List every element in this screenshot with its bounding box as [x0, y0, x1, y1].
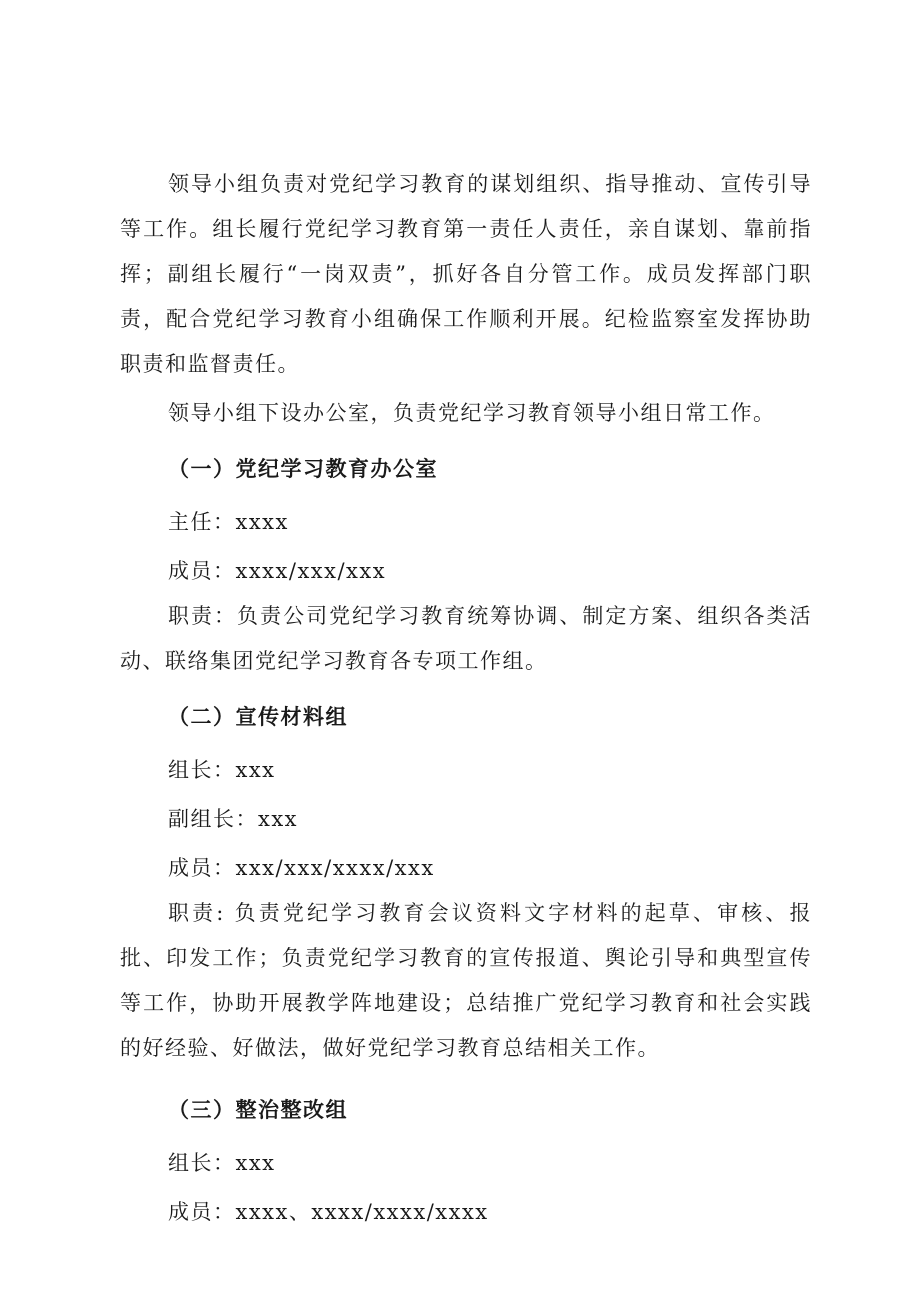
intro-paragraph-1: 领导小组负责对党纪学习教育的谋划组织、指导推动、宣传引导等工作。组长履行党纪学习教育第一责任人责任，亲自谋划、靠前指挥；副组长履行“一岗双责”，抓好各自分管工作。成员发挥部门职责，配合党纪学习教育小组确保工作顺利开展。纪检监察室发挥协助职责和监督责任。 — [120, 172, 812, 376]
publicity-duty: 职责: 负责党纪学习教育会议资料文字材料的起草、审核、报批、印发工作；负责党纪学习教育的宣传报道、舆论引导和典型宣传等工作，协助开展教学阵地建设；总结推广党纪学习教育和社会实践的好经验、好做法，做好党纪学习教育总结相关工作。 — [120, 901, 812, 1060]
document-body — [120, 162, 812, 1235]
section-heading-office: （一）党纪学习教育办公室 — [168, 457, 438, 481]
section-heading-rectification: （三）整治整改组 — [168, 1098, 348, 1122]
publicity-members: 成员：xxx/xxx/xxxx/xxx — [168, 856, 435, 880]
intro-paragraph-2: 领导小组下设办公室，负责党纪学习教育领导小组日常工作。 — [168, 401, 776, 425]
office-director: 主任：xxxx — [168, 510, 289, 534]
rectification-leader: 组长：xxx — [168, 1151, 276, 1175]
rectification-members: 成员：xxxx、xxxx/xxxx/xxxx — [168, 1200, 489, 1224]
section-heading-publicity: （二）宣传材料组 — [168, 705, 348, 729]
office-members: 成员：xxxx/xxx/xxx — [168, 559, 387, 583]
publicity-leader: 组长：xxx — [168, 758, 276, 782]
publicity-deputy-leader: 副组长：xxx — [168, 807, 299, 831]
office-duty: 职责：负责公司党纪学习教育统筹协调、制定方案、组织各类活动、联络集团党纪学习教育各专项工作组。 — [120, 604, 812, 673]
